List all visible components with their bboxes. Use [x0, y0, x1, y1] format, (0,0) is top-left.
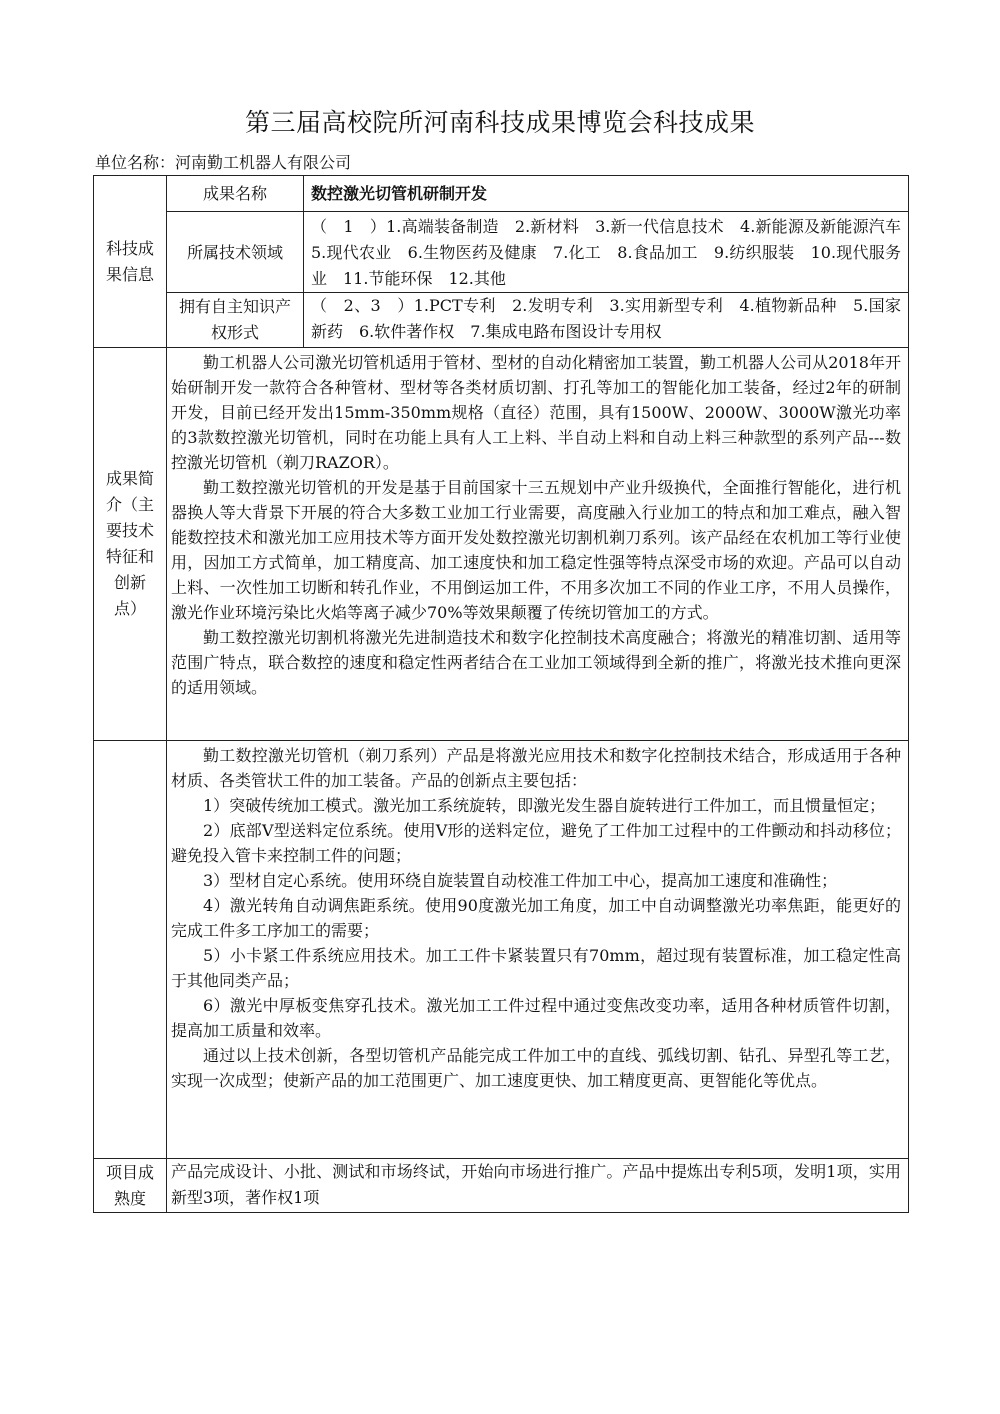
label-maturity-text: 项目成熟度 — [105, 1162, 154, 1208]
intro-paragraph: 勤工数控激光切割机将激光先进制造技术和数字化控制技术高度融合；将激光的精准切割、适用等范围广特点，联合数控的速度和稳定性两者结合在工业加工领域得到全新的推广，将激光技术推向更深的适用领域。 — [171, 628, 901, 697]
innovation-paragraph: 1）突破传统加工模式。激光加工系统旋转，即激光发生器自旋转进行工件加工，而且惯量恒定； — [203, 796, 886, 815]
innovation-paragraph: 6）激光中厚板变焦穿孔技术。激光加工工件过程中通过变焦改变功率，适用各种材质管件切割，提高加工质量和效率。 — [171, 996, 901, 1040]
row-intro — [94, 348, 909, 741]
row-innovation — [94, 741, 909, 1159]
innovation-paragraph: 通过以上技术创新，各型切管机产品能完成工件加工中的直线、弧线切割、钻孔、异型孔等工艺，实现一次成型；使新产品的加工范围更广、加工速度更快、加工精度更高、更智能化等优点。 — [171, 1046, 901, 1090]
ip-form-value: （ 2、3 ）1.PCT专利 2.发明专利 3.实用新型专利 4.植物新品种 5.国家新药 6.软件著作权 7.集成电路布图设计专用权 — [304, 293, 909, 348]
intro-paragraph: 勤工数控激光切管机的开发是基于目前国家十三五规划中产业升级换代，全面推行智能化，进行机器换人等大背景下开展的符合大多数工业加工行业需要，高度融入行业加工的特点和加工难点，融入智能数控技术和激光加工应用技术等方面开发处数控激光切割机剃刀系列。该产品经在农机加工等行业使用，因加工方式简单，加工精度高、加工速度快和加工稳定性强等特点深受市场的欢迎。产品可以自动上料、一次性加工切断和转孔作业，不用倒运加工件，不用多次加工不同的作业工序，不用人员操作，激光作业环境污染比火焰等离子减少70%等效果颠覆了传统切管加工的方式。 — [171, 478, 901, 622]
label-tech-field: 所属技术领域 — [167, 212, 304, 293]
label-intro-text: 成果简介（主要技术特征和创新点） — [105, 469, 154, 618]
achievement-name: 数控激光切管机研制开发 — [304, 176, 909, 212]
innovation-content — [167, 741, 909, 1159]
row-name — [94, 176, 909, 212]
intro-paragraph: 勤工机器人公司激光切管机适用于管材、型材的自动化精密加工装置，勤工机器人公司从2018年开始研制开发一款符合各种管材、型材等各类材质切割、打孔等加工的智能化加工装备，经过2年的研制开发，目前已经开发出15mm-350mm规格（直径）范围，具有1500W、2000W、3000W激光功率的3款数控激光切管机，同时在功能上具有人工上料、半自动上料和自动上料三种款型的系列产品---数控激光切管机（剃刀RAZOR）。 — [171, 353, 901, 472]
innovation-paragraph: 2）底部V型送料定位系统。使用V形的送料定位，避免了工件加工过程中的工件颤动和抖动移位；避免投入管卡来控制工件的问题； — [171, 821, 901, 865]
label-ip-form-text: 拥有自主知识产权形式 — [178, 297, 291, 342]
label-tech-info-text: 科技成果信息 — [105, 238, 154, 284]
innovation-paragraph: 3）型材自定心系统。使用环绕自旋装置自动校准工件加工中心，提高加工速度和准确性； — [203, 871, 838, 890]
row-field — [94, 212, 909, 293]
label-maturity — [94, 1159, 167, 1213]
achievement-table — [93, 175, 918, 1213]
label-achievement-name: 成果名称 — [167, 176, 304, 212]
row-ip — [94, 293, 909, 348]
intro-content — [167, 348, 909, 741]
innovation-paragraph: 4）激光转角自动调焦距系统。使用90度激光加工角度，加工中自动调整激光功率焦距，能更好的完成工件多工序加工的需要； — [171, 896, 901, 940]
tech-field-value: （ 1 ）1.高端装备制造 2.新材料 3.新一代信息技术 4.新能源及新能源汽车 5.现代农业 6.生物医药及健康 7.化工 8.食品加工 9.纺织服装 10.现代服务业 11.节能环保 12.其他 — [304, 212, 909, 293]
label-tech-info — [94, 176, 167, 348]
row-maturity — [94, 1159, 909, 1213]
label-intro — [94, 348, 167, 741]
innovation-paragraph: 5）小卡紧工件系统应用技术。加工工件卡紧装置只有70mm，超过现有装置标准，加工稳定性高于其他同类产品； — [171, 946, 901, 990]
page-title: 第三届高校院所河南科技成果博览会科技成果 — [244, 108, 755, 137]
maturity-value: 产品完成设计、小批、测试和市场终试，开始向市场进行推广。产品中提炼出专利5项，发明1项，实用新型3项，著作权1项 — [167, 1159, 909, 1213]
label-innovation-empty — [94, 741, 167, 1159]
label-ip-form — [167, 293, 304, 348]
unit-name: 单位名称：河南勤工机器人有限公司 — [95, 153, 352, 172]
innovation-paragraph: 勤工数控激光切管机（剃刀系列）产品是将激光应用技术和数字化控制技术结合，形成适用于各种材质、各类管状工件的加工装备。产品的创新点主要包括： — [171, 746, 901, 790]
